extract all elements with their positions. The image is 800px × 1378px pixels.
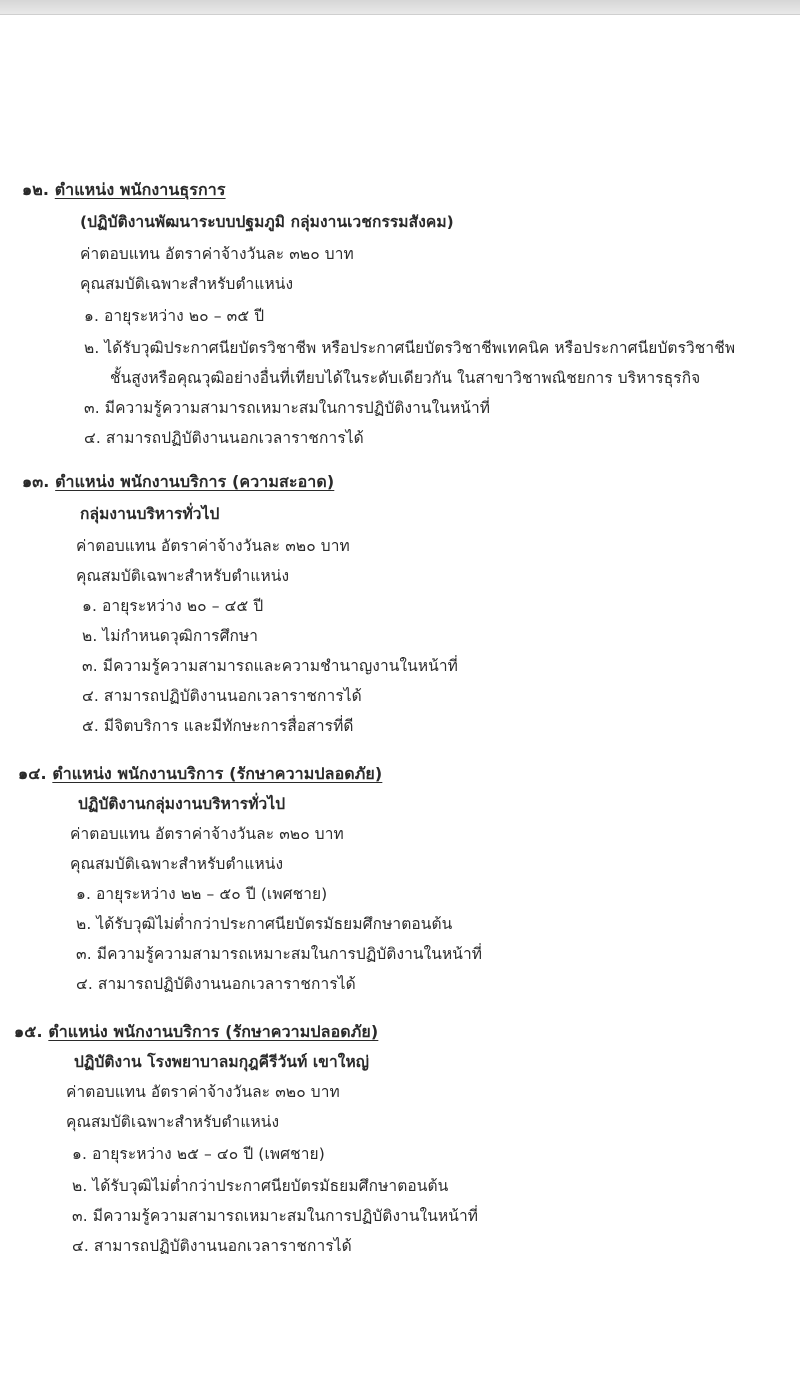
section-number: ๑๒. [22, 180, 50, 199]
pay-rate: ค่าตอบแทน อัตราค่าจ้างวันละ ๓๒๐ บาท [66, 1083, 340, 1101]
section-number: ๑๕. [14, 1022, 43, 1041]
qualification-item: ๑. อายุระหว่าง ๒๕ – ๔๐ ปี (เพศชาย) [72, 1145, 325, 1163]
qualification-item: ๓. มีความรู้ความสามารถเหมาะสมในการปฏิบัติงานในหน้าที่ [72, 1207, 479, 1225]
section-heading [18, 764, 382, 784]
qualification-heading: คุณสมบัติเฉพาะสำหรับตำแหน่ง [70, 855, 284, 873]
section-title: ตำแหน่ง พนักงานบริการ (ความสะอาด) [55, 472, 335, 491]
qualification-item: ๓. มีความรู้ความสามารถเหมาะสมในการปฏิบัติงานในหน้าที่ [76, 945, 483, 963]
qualification-item: ๓. มีความรู้ความสามารถและความชำนาญงานในหน้าที่ [82, 657, 458, 675]
section-title: ตำแหน่ง พนักงานธุรการ [54, 180, 226, 199]
qualification-heading: คุณสมบัติเฉพาะสำหรับตำแหน่ง [66, 1113, 280, 1131]
qualification-item: ๒. ได้รับวุฒิไม่ต่ำกว่าประกาศนียบัตรมัธยมศึกษาตอนต้น [76, 915, 453, 933]
qualification-item-continued: ชั้นสูงหรือคุณวุฒิอย่างอื่นที่เทียบได้ในระดับเดียวกัน ในสาขาวิชาพณิชยการ บริหารธุรกิจ [110, 369, 701, 387]
pay-rate: ค่าตอบแทน อัตราค่าจ้างวันละ ๓๒๐ บาท [76, 537, 350, 555]
pay-rate: ค่าตอบแทน อัตราค่าจ้างวันละ ๓๒๐ บาท [70, 825, 344, 843]
pay-rate: ค่าตอบแทน อัตราค่าจ้างวันละ ๓๒๐ บาท [80, 245, 354, 263]
qualification-item: ๒. ได้รับวุฒิประกาศนียบัตรวิชาชีพ หรือประกาศนียบัตรวิชาชีพเทคนิค หรือประกาศนียบัตรวิชาชีพ [84, 339, 736, 357]
qualification-item: ๔. สามารถปฏิบัติงานนอกเวลาราชการได้ [72, 1237, 352, 1255]
qualification-item: ๔. สามารถปฏิบัติงานนอกเวลาราชการได้ [76, 975, 356, 993]
section-unit: ปฏิบัติงานกลุ่มงานบริหารทั่วไป [78, 795, 286, 813]
qualification-item: ๑. อายุระหว่าง ๒๐ – ๓๕ ปี [84, 307, 265, 325]
qualification-item: ๔. สามารถปฏิบัติงานนอกเวลาราชการได้ [82, 687, 362, 705]
section-title: ตำแหน่ง พนักงานบริการ (รักษาความปลอดภัย) [48, 1022, 379, 1041]
section-number: ๑๓. [22, 472, 50, 491]
section-heading [14, 1022, 378, 1042]
qualification-item: ๒. ได้รับวุฒิไม่ต่ำกว่าประกาศนียบัตรมัธยมศึกษาตอนต้น [72, 1177, 449, 1195]
qualification-heading: คุณสมบัติเฉพาะสำหรับตำแหน่ง [80, 275, 294, 293]
section-title: ตำแหน่ง พนักงานบริการ (รักษาความปลอดภัย) [52, 764, 383, 783]
qualification-item: ๑. อายุระหว่าง ๒๐ – ๔๕ ปี [82, 597, 264, 615]
qualification-item: ๒. ไม่กำหนดวุฒิการศึกษา [82, 627, 259, 645]
qualification-item: ๔. สามารถปฏิบัติงานนอกเวลาราชการได้ [84, 429, 364, 447]
section-heading [22, 180, 226, 200]
qualification-item: ๕. มีจิตบริการ และมีทักษะการสื่อสารที่ดี [82, 717, 354, 735]
section-unit: (ปฏิบัติงานพัฒนาระบบปฐมภูมิ กลุ่มงานเวชกรรมสังคม) [80, 213, 454, 231]
section-unit: ปฏิบัติงาน โรงพยาบาลมกุฎคีรีวันท์ เขาใหญ่ [74, 1053, 370, 1071]
qualification-heading: คุณสมบัติเฉพาะสำหรับตำแหน่ง [76, 567, 290, 585]
section-heading [22, 472, 334, 492]
section-unit: กลุ่มงานบริหารทั่วไป [80, 505, 220, 523]
qualification-item: ๓. มีความรู้ความสามารถเหมาะสมในการปฏิบัติงานในหน้าที่ [84, 399, 491, 417]
qualification-item: ๑. อายุระหว่าง ๒๒ – ๕๐ ปี (เพศชาย) [76, 885, 328, 903]
section-number: ๑๔. [18, 764, 47, 783]
